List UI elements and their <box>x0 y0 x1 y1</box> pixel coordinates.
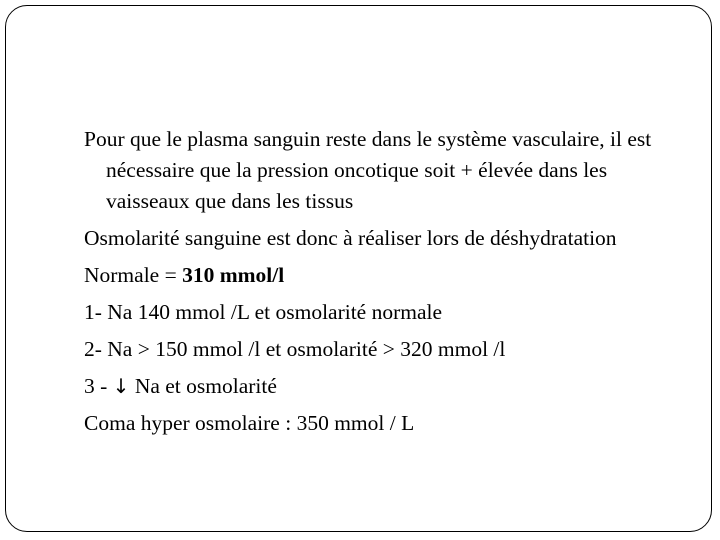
paragraph-case-3 <box>84 371 684 402</box>
paragraph-osmolarity-dehydration: Osmolarité sanguine est donc à réaliser lors de déshydratation <box>84 226 617 250</box>
paragraph-case-2: 2- Na > 150 mmol /l et osmolarité > 320 mmol /l <box>84 337 506 361</box>
slide-frame <box>5 5 712 532</box>
down-arrow-icon: ↓ <box>112 374 130 398</box>
paragraph-normal-value <box>84 260 684 291</box>
paragraph-oncotic-pressure: Pour que le plasma sanguin reste dans le système vasculaire, il est nécessaire que la pression oncotique soit + élevée dans les vaisseaux que dans les tissus <box>84 127 652 213</box>
paragraph-case-1: 1- Na 140 mmol /L et osmolarité normale <box>84 300 443 324</box>
normal-label: Normale = <box>84 263 183 287</box>
normal-value: 310 mmol/l <box>182 263 285 287</box>
case-3-suffix: Na et osmolarité <box>129 374 277 398</box>
case-3-prefix: 3 - <box>84 374 113 398</box>
paragraph-hyperosmolar-coma: Coma hyper osmolaire : 350 mmol / L <box>84 411 415 435</box>
slide-body <box>84 124 684 445</box>
